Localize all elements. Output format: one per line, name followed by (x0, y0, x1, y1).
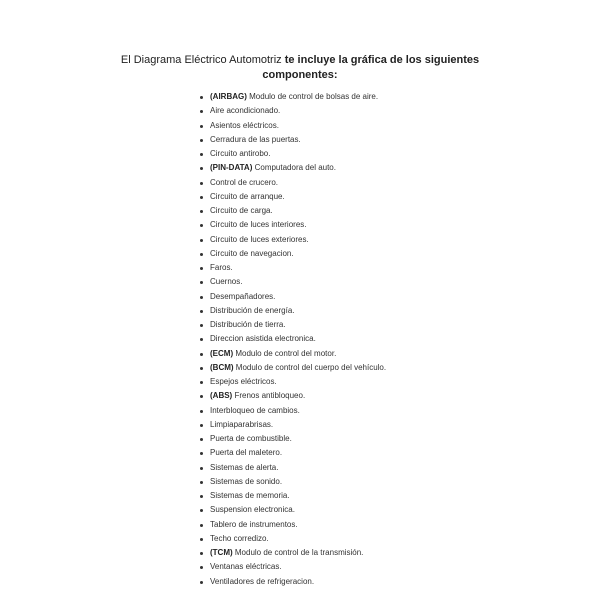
bullet-icon (200, 338, 203, 341)
component-code: (ABS) (210, 391, 233, 401)
component-name: Control de crucero. (210, 177, 279, 187)
component-name: Ventiladores de refrigeracion. (210, 576, 315, 586)
component-name: Faros. (210, 263, 233, 272)
component-name: Circuito antirobo. (210, 149, 271, 158)
list-item (200, 318, 386, 332)
list-item (200, 247, 386, 261)
bullet-icon (200, 296, 203, 299)
component-code: (PIN-DATA) (210, 163, 253, 173)
list-item (200, 503, 386, 517)
component-name: Modulo de control de bolsas de aire. (249, 92, 379, 101)
component-name: Suspension electronica. (210, 505, 295, 515)
component-name: Sistemas de alerta. (210, 462, 279, 472)
bullet-icon (200, 452, 203, 455)
list-item (200, 218, 386, 232)
component-name: Circuito de luces exteriores. (210, 234, 309, 244)
list-item (200, 418, 386, 432)
list-item (200, 304, 386, 318)
bullet-icon (200, 424, 203, 427)
list-item (200, 560, 386, 574)
list-item (200, 233, 386, 247)
bullet-icon (200, 139, 203, 142)
bullet-icon (200, 581, 203, 584)
list-item (200, 119, 386, 133)
component-name: Ventanas eléctricas. (210, 562, 282, 572)
list-item (200, 290, 386, 304)
component-code: (BCM) (210, 362, 234, 372)
component-name: Cerradura de las puertas. (210, 134, 301, 144)
list-item (200, 275, 386, 289)
bullet-icon (200, 153, 203, 156)
component-name: Frenos antibloqueo. (234, 391, 306, 401)
component-name: Direccion asistida electronica. (210, 334, 316, 344)
list-item (200, 90, 386, 104)
list-item (200, 475, 386, 489)
list-item (200, 332, 386, 346)
list-item (200, 133, 386, 147)
list-item (200, 147, 386, 161)
component-name: Techo corredizo. (210, 533, 269, 543)
component-name: Asientos eléctricos. (210, 120, 279, 130)
bullet-icon (200, 110, 203, 113)
list-item (200, 161, 386, 175)
component-name: Puerta de combustible. (210, 434, 292, 443)
component-name: Puerta del maletero. (210, 448, 283, 458)
list-item (200, 104, 386, 118)
bullet-icon (200, 467, 203, 470)
bullet-icon (200, 253, 203, 256)
bullet-icon (200, 524, 203, 527)
list-item (200, 446, 386, 460)
component-code: (TCM) (210, 548, 233, 557)
component-name: Distribución de energía. (210, 305, 295, 315)
component-name: Circuito de carga. (210, 206, 273, 215)
bullet-icon (200, 182, 203, 185)
list-item (200, 204, 386, 218)
component-name: Cuernos. (210, 277, 243, 287)
bullet-icon (200, 210, 203, 213)
component-name: Circuito de luces interiores. (210, 220, 307, 230)
list-item (200, 347, 386, 361)
bullet-icon (200, 196, 203, 199)
list-item (200, 389, 386, 403)
bullet-icon (200, 566, 203, 569)
component-code: (ECM) (210, 348, 234, 358)
component-name: Interbloqueo de cambios. (210, 405, 300, 415)
list-item (200, 190, 386, 204)
bullet-icon (200, 281, 203, 284)
bullet-icon (200, 267, 203, 270)
bullet-icon (200, 125, 203, 128)
component-name: Computadora del auto. (254, 163, 336, 173)
list-item (200, 461, 386, 475)
bullet-icon (200, 353, 203, 356)
component-name: Modulo de control de la transmisión. (234, 548, 364, 557)
component-name: Tablero de instrumentos. (210, 519, 298, 529)
component-name: Circuito de arranque. (210, 191, 285, 201)
component-name: Sistemas de sonido. (210, 476, 283, 486)
list-item (200, 176, 386, 190)
bullet-icon (200, 239, 203, 242)
component-name: Modulo de control del cuerpo del vehículo. (235, 362, 387, 372)
bullet-icon (200, 538, 203, 541)
list-item (200, 375, 386, 389)
component-code: (AIRBAG) (210, 92, 247, 101)
intro-bold-text: te incluye la gráfica de los siguientes componentes: (262, 54, 480, 81)
bullet-icon (200, 167, 203, 170)
list-item (200, 361, 386, 375)
component-name: Aire acondicionado. (210, 106, 281, 116)
bullet-icon (200, 481, 203, 484)
component-name: Modulo de control del motor. (235, 348, 337, 358)
bullet-icon (200, 552, 203, 555)
list-item (200, 575, 386, 589)
bullet-icon (200, 367, 203, 370)
list-item (200, 404, 386, 418)
component-name: Distribución de tierra. (210, 320, 286, 329)
component-name: Limpiaparabrisas. (210, 419, 274, 429)
component-name: Desempañadores. (210, 291, 276, 301)
bullet-icon (200, 224, 203, 227)
bullet-icon (200, 495, 203, 498)
list-item (200, 432, 386, 446)
list-item (200, 489, 386, 503)
bullet-icon (200, 381, 203, 384)
bullet-icon (200, 509, 203, 512)
component-name: Espejos eléctricos. (210, 377, 277, 386)
intro-plain-text: El Diagrama Eléctrico Automotriz (120, 54, 282, 66)
bullet-icon (200, 438, 203, 441)
list-item (200, 261, 386, 275)
intro-paragraph (110, 53, 490, 83)
list-item (200, 532, 386, 546)
bullet-icon (200, 96, 203, 99)
bullet-icon (200, 310, 203, 313)
list-item (200, 546, 386, 560)
component-name: Sistemas de memoria. (210, 491, 290, 500)
bullet-icon (200, 410, 203, 413)
list-item (200, 518, 386, 532)
bullet-icon (200, 395, 203, 398)
component-name: Circuito de navegacion. (210, 248, 294, 258)
components-list (200, 90, 386, 589)
bullet-icon (200, 324, 203, 327)
